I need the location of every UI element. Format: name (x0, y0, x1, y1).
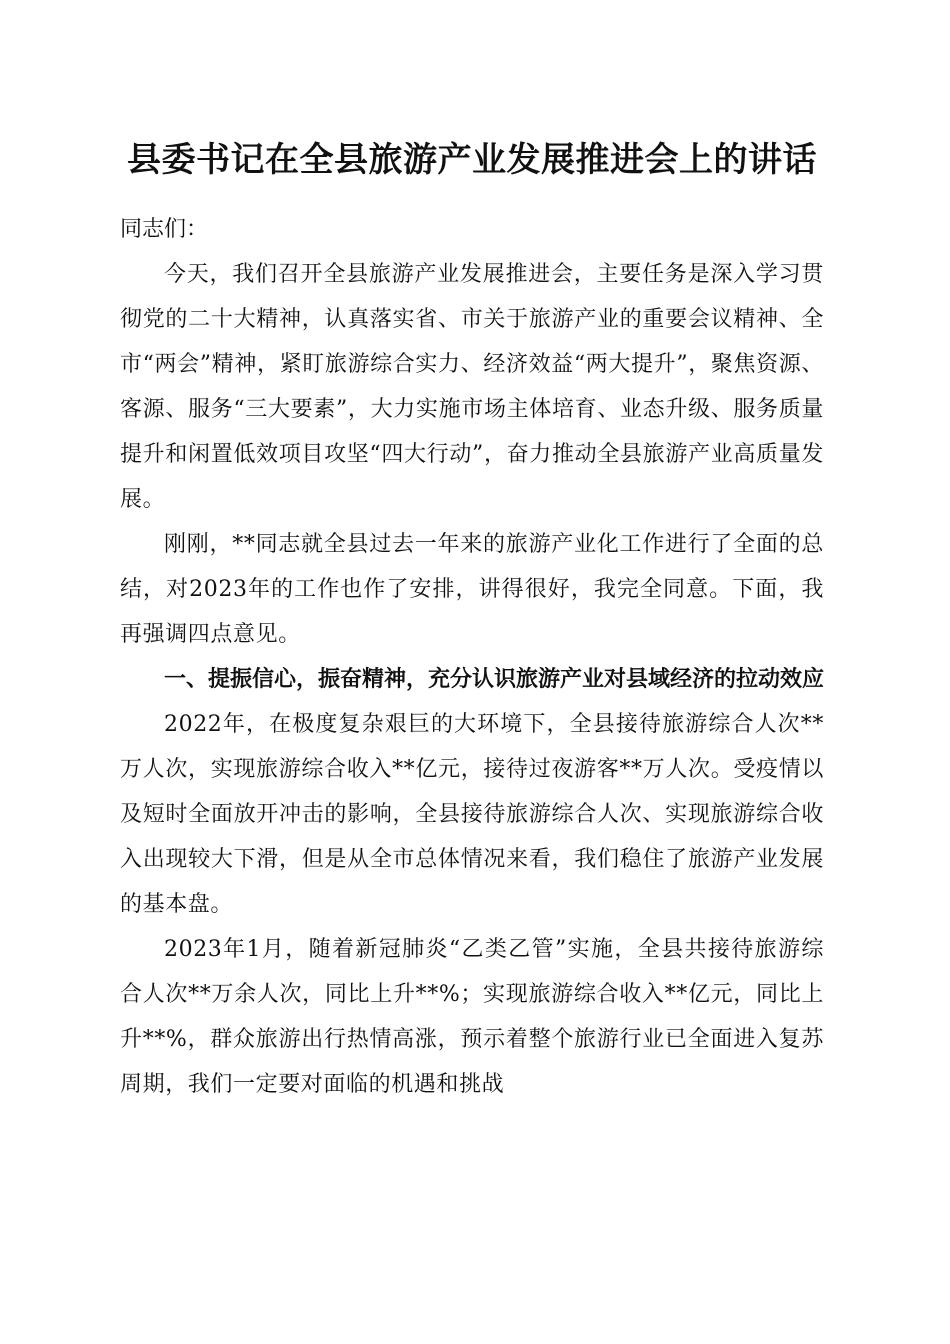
paragraph: 2023年1月，随着新冠肺炎“乙类乙管”实施，全县共接待旅游综合人次**万余人次，同比上升**%；实现旅游综合收入**亿元，同比上升**%，群众旅游出行热情高涨，预示着整个旅游行业已全面进入复苏周期，我们一定要对面临的机遇和挑战 (120, 937, 824, 1097)
greeting: 同志们： (120, 217, 209, 242)
document-body (120, 207, 824, 1107)
section-heading: 一、提振信心，振奋精神，充分认识旅游产业对县域经济的拉动效应 (164, 667, 825, 692)
paragraph: 今天，我们召开全县旅游产业发展推进会，主要任务是深入学习贯彻党的二十大精神，认真落实省、市关于旅游产业的重要会议精神、全市“两会”精神，紧盯旅游综合实力、经济效益“两大提升”，聚焦资源、客源、服务“三大要素”，大力实施市场主体培育、业态升级、服务质量提升和闲置低效项目攻坚“四大行动”，奋力推动全县旅游产业高质量发展。 (120, 262, 824, 512)
document-title: 县委书记在全县旅游产业发展推进会上的讲话 (127, 140, 817, 180)
paragraph: 刚刚，**同志就全县过去一年来的旅游产业化工作进行了全面的总结，对2023年的工作也作了安排，讲得很好，我完全同意。下面，我再强调四点意见。 (120, 532, 824, 647)
paragraph: 2022年，在极度复杂艰巨的大环境下，全县接待旅游综合人次**万人次，实现旅游综合收入**亿元，接待过夜游客**万人次。受疫情以及短时全面放开冲击的影响，全县接待旅游综合人次、实现旅游综合收入出现较大下滑，但是从全市总体情况来看，我们稳住了旅游产业发展的基本盘。 (120, 712, 824, 917)
